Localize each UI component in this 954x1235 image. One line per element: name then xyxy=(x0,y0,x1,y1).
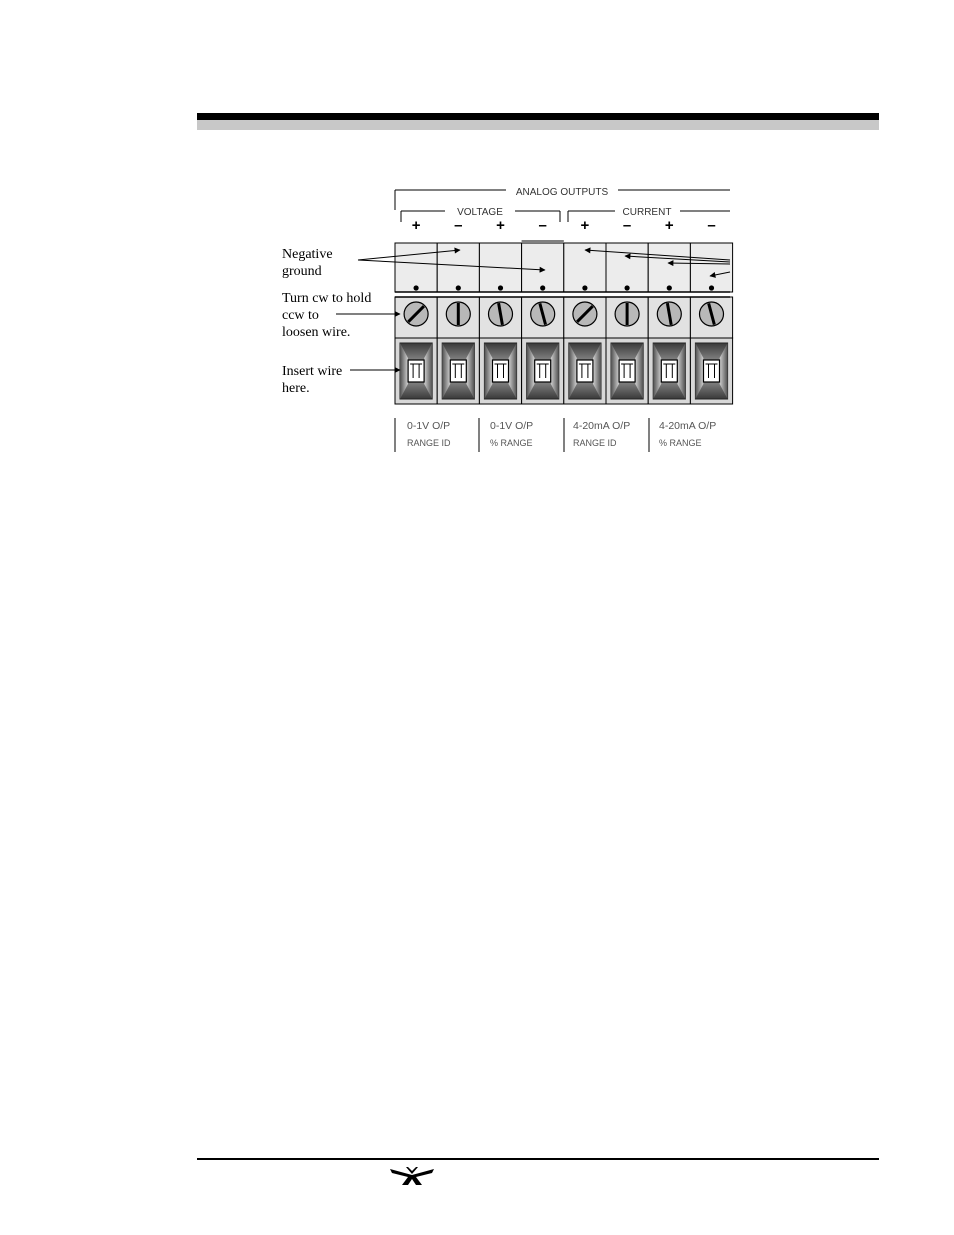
wire-hole[interactable] xyxy=(661,360,677,382)
wire-hole[interactable] xyxy=(450,360,466,382)
callout-turn-line2: ccw to xyxy=(282,308,319,323)
wire-hole[interactable] xyxy=(619,360,635,382)
terminal-sign: – xyxy=(707,217,716,234)
terminal-dot xyxy=(625,285,630,290)
terminal-block-diagram xyxy=(270,180,740,460)
terminal-top xyxy=(648,243,690,292)
terminal-top xyxy=(564,243,606,292)
terminal-dot xyxy=(414,285,419,290)
terminal-dot xyxy=(582,285,587,290)
wire-hole[interactable] xyxy=(704,360,720,382)
wire-hole[interactable] xyxy=(535,360,551,382)
header-bar-black xyxy=(197,113,879,120)
callout-negative-line1: Negative xyxy=(282,247,333,262)
section-label-current: CURRENT xyxy=(622,207,672,218)
callout-insert-line1: Insert wire xyxy=(282,364,343,379)
terminal-sign: + xyxy=(664,217,674,234)
callout-negative-line2: ground xyxy=(282,264,322,279)
output-label-2-line1: 0-1V O/P xyxy=(490,420,534,432)
callout-insert-line2: here. xyxy=(282,381,310,396)
wire-hole[interactable] xyxy=(408,360,424,382)
output-label-4-line1: 4-20mA O/P xyxy=(659,420,717,432)
terminal-sign: – xyxy=(538,217,547,234)
group-title: ANALOG OUTPUTS xyxy=(515,187,609,198)
output-label-4-line2: % RANGE xyxy=(659,438,702,448)
output-label-1-line2: RANGE ID xyxy=(407,438,451,448)
terminal-dot xyxy=(456,285,461,290)
terminal-top xyxy=(690,243,732,292)
terminal-sign: + xyxy=(411,217,421,234)
terminal-sign: + xyxy=(580,217,590,234)
terminal-top xyxy=(395,243,437,292)
terminal-dot xyxy=(540,285,545,290)
terminal-top xyxy=(522,243,564,292)
callout-turn-line1: Turn cw to hold xyxy=(282,291,372,306)
output-label-3-line1: 4-20mA O/P xyxy=(573,420,631,432)
callout-turn-line3: loosen wire. xyxy=(282,325,351,340)
output-label-3-line2: RANGE ID xyxy=(573,438,617,448)
wire-hole[interactable] xyxy=(493,360,509,382)
section-label-voltage: VOLTAGE xyxy=(457,207,503,218)
footer-rule xyxy=(197,1158,879,1160)
terminal-sign: – xyxy=(622,217,632,234)
output-label-2-line2: % RANGE xyxy=(490,438,533,448)
terminal-sign: + xyxy=(496,217,505,234)
terminal-dot xyxy=(498,285,503,290)
wire-hole[interactable] xyxy=(577,360,593,382)
header-bar-gray xyxy=(197,120,879,130)
terminal-dot xyxy=(667,285,672,290)
output-label-1-line1: 0-1V O/P xyxy=(407,420,451,432)
terminal-dot xyxy=(709,285,714,290)
terminal-top xyxy=(606,243,648,292)
teledyne-logo-icon xyxy=(388,1165,436,1187)
terminal-sign: – xyxy=(454,217,463,234)
